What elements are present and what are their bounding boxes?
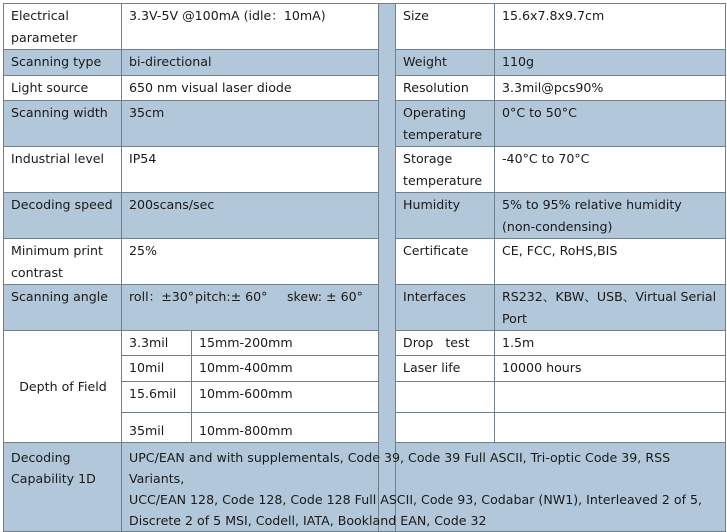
dof-range: 10mm-600mm <box>192 382 379 413</box>
spec-value-angles <box>122 285 379 331</box>
spec-value-line: RS232、KBW、USB、Virtual Serial <box>502 289 717 304</box>
spec-row-scanning-width <box>4 101 726 147</box>
spec-label: Laser life <box>396 356 495 382</box>
angle-pitch: pitch:± 60° <box>195 289 268 304</box>
spec-value-line: Port <box>502 311 527 326</box>
decoding-line: UPC/EAN and with supplementals, Code 39, Code 39 Full ASCII, Tri-optic Code 39, RSS Variants, <box>129 450 671 486</box>
decoding-line: UCC/EAN 128, Code 128, Code 128 Full ASCII, Code 93, Codabar (NW1), Interleaved 2 of 5, <box>129 492 703 507</box>
angle-skew: skew: ± 60° <box>287 289 363 304</box>
spec-value: 650 nm visual laser diode <box>122 76 379 101</box>
spec-value <box>495 413 726 443</box>
spec-label: Industrial level <box>4 147 122 193</box>
spec-value: bi-directional <box>122 50 379 76</box>
decoding-label: Decoding Capability 1D <box>4 443 122 532</box>
spec-row-electrical <box>4 4 726 50</box>
spec-label: Drop test <box>396 331 495 356</box>
spec-row-industrial-level <box>4 147 726 193</box>
spec-label: Storage temperature <box>396 147 495 193</box>
spec-label: Electrical parameter <box>4 4 122 50</box>
spec-label <box>396 382 495 413</box>
spec-value <box>495 382 726 413</box>
dof-mil: 15.6mil <box>122 382 192 413</box>
spec-label: Interfaces <box>396 285 495 331</box>
spec-value: 0°C to 50°C <box>495 101 726 147</box>
spec-row-print-contrast <box>4 239 726 285</box>
spec-value: 35cm <box>122 101 379 147</box>
spec-value-multiline <box>495 193 726 239</box>
spec-row-light-source <box>4 76 726 101</box>
spec-value: 3.3V-5V @100mA (idle：10mA) <box>122 4 379 50</box>
spec-value-line: 5% to 95% relative humidity <box>502 197 682 212</box>
spec-row-scanning-angle <box>4 285 726 331</box>
spec-label: Light source <box>4 76 122 101</box>
dof-range: 10mm-400mm <box>192 356 379 382</box>
angle-roll: roll：±30° <box>129 289 195 304</box>
spec-label: Scanning angle <box>4 285 122 331</box>
spec-value: 25% <box>122 239 379 285</box>
spec-value: 3.3mil@pcs90% <box>495 76 726 101</box>
dof-range: 15mm-200mm <box>192 331 379 356</box>
dof-mil: 35mil <box>122 413 192 443</box>
spec-value: 10000 hours <box>495 356 726 382</box>
dof-mil: 10mil <box>122 356 192 382</box>
spec-value: 1.5m <box>495 331 726 356</box>
spec-value: IP54 <box>122 147 379 193</box>
spec-row-scanning-type <box>4 50 726 76</box>
spec-value: 110g <box>495 50 726 76</box>
spec-label: Operating temperature <box>396 101 495 147</box>
spec-label <box>396 413 495 443</box>
spec-label: Resolution <box>396 76 495 101</box>
dof-mil: 3.3mil <box>122 331 192 356</box>
spec-value: 200scans/sec <box>122 193 379 239</box>
spec-label: Decoding speed <box>4 193 122 239</box>
dof-row <box>4 331 726 356</box>
spec-value: CE, FCC, RoHS,BIS <box>495 239 726 285</box>
spec-label: Scanning type <box>4 50 122 76</box>
decoding-row <box>4 443 726 532</box>
spec-label: Weight <box>396 50 495 76</box>
dof-range: 10mm-800mm <box>192 413 379 443</box>
spec-value-line: (non-condensing) <box>502 219 613 234</box>
dof-label: Depth of Field <box>4 331 122 443</box>
spec-value: 15.6x7.8x9.7cm <box>495 4 726 50</box>
decoding-symbologies <box>122 443 726 532</box>
spec-value-multiline <box>495 285 726 331</box>
spec-label: Size <box>396 4 495 50</box>
decoding-line: Discrete 2 of 5 MSI, Codell, IATA, Bookland EAN, Code 32 <box>129 513 487 528</box>
spec-label: Scanning width <box>4 101 122 147</box>
spec-label: Minimum print contrast <box>4 239 122 285</box>
spec-label: Certificate <box>396 239 495 285</box>
spec-table <box>3 3 726 532</box>
spec-value: -40°C to 70°C <box>495 147 726 193</box>
spec-label: Humidity <box>396 193 495 239</box>
spec-row-decoding-speed <box>4 193 726 239</box>
